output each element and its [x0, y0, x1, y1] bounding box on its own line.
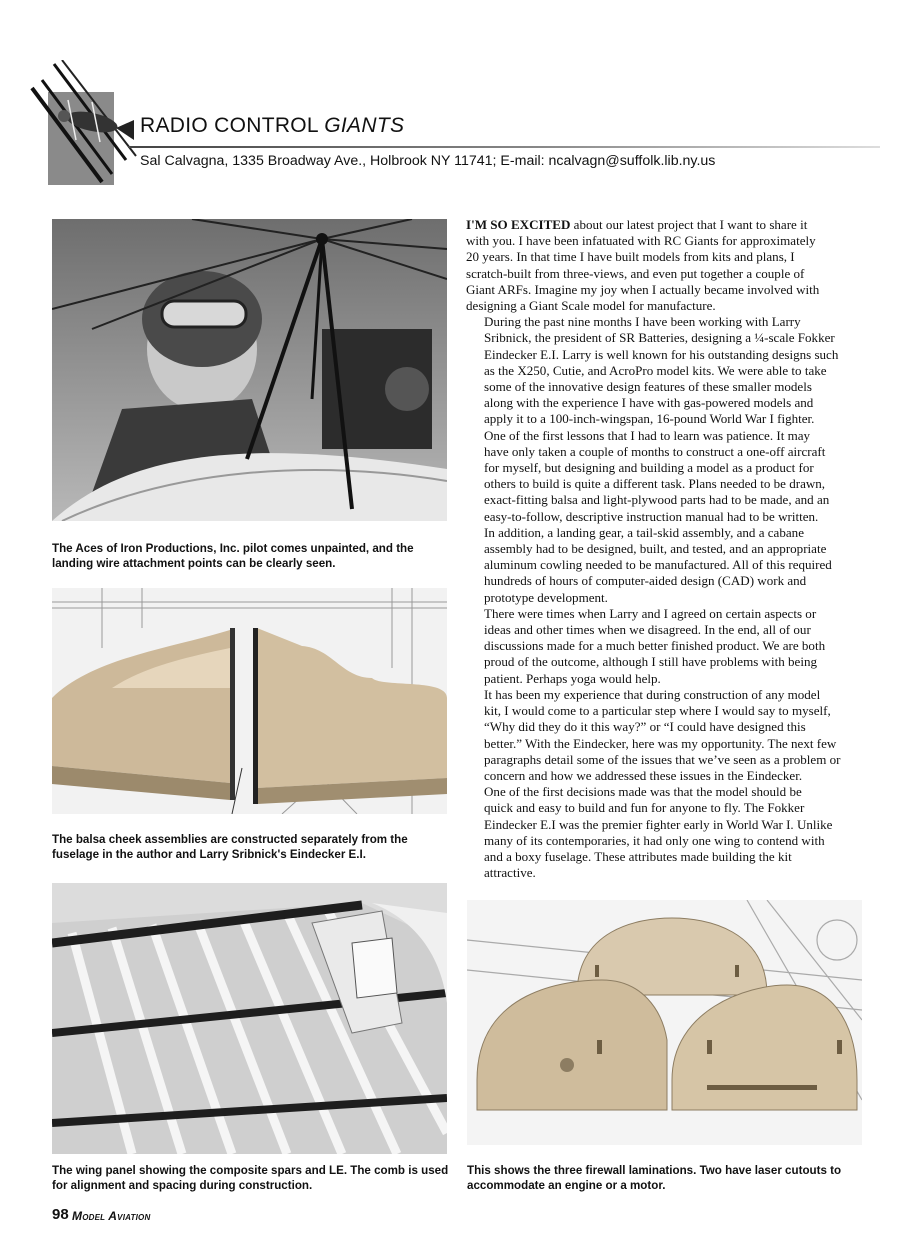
paragraph-2 — [466, 314, 856, 427]
paragraph-5 — [466, 606, 856, 687]
text-line: exact-fitting balsa and light-plywood parts had to be made, and an — [484, 492, 830, 508]
text-line: attractive. — [484, 865, 536, 881]
page-number: 98 — [52, 1206, 69, 1223]
text-line: apply it to a 100-inch-wingspan, 16-pound World War I fighter. — [484, 411, 815, 427]
text-line: aluminum cowling needed to be manufactured. All of this required — [484, 557, 832, 573]
text-line: easy-to-follow, descriptive instruction manual had to be written. — [484, 508, 819, 524]
header-rule — [128, 146, 880, 148]
text-line: assembly had to be designed, built, and tested, and an appropriate — [484, 541, 827, 557]
text-line: One of the first decisions made was that the model should be — [484, 784, 802, 800]
department-logo-biplane — [30, 60, 138, 185]
text-line: patient. Perhaps yoga would help. — [484, 670, 661, 686]
text-line: for myself, but designing and building a model as a product for — [484, 460, 814, 476]
photo-pilot-figure — [52, 219, 447, 521]
text-line: “Why did they do it this way?” or “I could have designed this — [484, 719, 806, 735]
text-line: some of the innovative design features of these smaller models — [484, 379, 812, 395]
department-title — [140, 114, 404, 138]
text-line: One of the first lessons that I had to learn was patience. It may — [484, 427, 811, 443]
caption-cheek-assemblies: The balsa cheek assemblies are constructed separately from the fuselage in the author and Larry Sribnick's Eindecker E.I. — [52, 833, 408, 861]
text-line: as the X250, Cutie, and AcroPro model kits. We were able to take — [484, 362, 827, 378]
text-line: There were times when Larry and I agreed on certain aspects or — [484, 605, 817, 621]
department-title-plain: RADIO CONTROL — [140, 114, 325, 137]
text-line: prototype development. — [484, 589, 608, 605]
text-line: better.” With the Eindecker, here was my opportunity. The next few — [484, 735, 837, 751]
caption-pilot: The Aces of Iron Productions, Inc. pilot comes unpainted, and the landing wire attachment points can be clearly seen. — [52, 542, 414, 570]
text-line: During the past nine months I have been working with Larry — [484, 314, 801, 330]
text-line: along with the experience I have with gas-powered models and — [484, 395, 814, 411]
text-line: and a boxy fuselage. These attributes made building the kit — [484, 848, 792, 864]
text-line: scratch-built from three-views, and even put together a couple of — [466, 265, 805, 281]
text-line: ideas and other times when we disagreed. In the end, all of our — [484, 622, 811, 638]
text-line: 20 years. In that time I have built models from kits and plans, I — [466, 249, 795, 265]
text-line: discussions made for a much better finished product. We are both — [484, 638, 826, 654]
text-line: many of its contemporaries, it had only one wing to contend with — [484, 832, 825, 848]
text-line: hundreds of hours of computer-aided design (CAD) work and — [484, 573, 807, 589]
text-line: with you. I have been infatuated with RC Giants for approximately — [466, 233, 816, 249]
lead-in: I'M SO EXCITED — [466, 217, 571, 232]
text-line: others to build is quite a different task. Plans needed to be drawn, — [484, 476, 826, 492]
caption-firewall: This shows the three firewall laminations. Two have laser cutouts to accommodate an engine or a motor. — [467, 1164, 842, 1192]
text-line: Sribnick, the president of SR Batteries, designing a ¼-scale Fokker — [484, 330, 835, 346]
article-body — [466, 217, 856, 881]
photo-cheek-assemblies — [52, 588, 447, 814]
paragraph-3 — [466, 428, 856, 525]
photo-firewall-laminations — [467, 900, 862, 1145]
text-line: Eindecker E.I was the premier fighter early in World War I. Unlike — [484, 816, 833, 832]
department-title-italic: GIANTS — [324, 114, 405, 137]
magazine-name: Model Aviation — [72, 1209, 151, 1223]
paragraph-7 — [466, 784, 856, 881]
paragraph-1 — [466, 217, 856, 314]
text-line: paragraphs detail some of the issues that we’ve seen as a problem or — [484, 751, 841, 767]
text-line: In addition, a landing gear, a tail-skid assembly, and a cabane — [484, 524, 804, 540]
paragraph-4 — [466, 525, 856, 606]
author-contact: Sal Calvagna, 1335 Broadway Ave., Holbrook NY 11741; E-mail: ncalvagn@suffolk.lib.ny.us — [140, 153, 716, 169]
text-line: kit, I would come to a particular step where I would say to myself, — [484, 703, 831, 719]
text-line: quick and easy to build and fun for anyone to fly. The Fokker — [484, 800, 805, 816]
text-line: Giant ARFs. Imagine my joy when I actually became involved with — [466, 281, 820, 297]
caption-wing-panel: The wing panel showing the composite spars and LE. The comb is used for alignment and spacing during construction. — [52, 1164, 449, 1192]
text-line: designing a Giant Scale model for manufacture. — [466, 298, 716, 314]
text-line: concern and how we addressed these issues in the Eindecker. — [484, 767, 803, 783]
text-line: proud of the outcome, although I still have problems with being — [484, 654, 817, 670]
text-line: It has been my experience that during construction of any model — [484, 686, 821, 702]
paragraph-6 — [466, 687, 856, 784]
photo-wing-panel — [52, 883, 447, 1154]
text-line: about our latest project that I want to share it — [570, 217, 808, 232]
text-line: Eindecker E.I. Larry is well known for his outstanding designs such — [484, 346, 839, 362]
text-line: have only taken a couple of months to construct a one-off aircraft — [484, 443, 826, 459]
